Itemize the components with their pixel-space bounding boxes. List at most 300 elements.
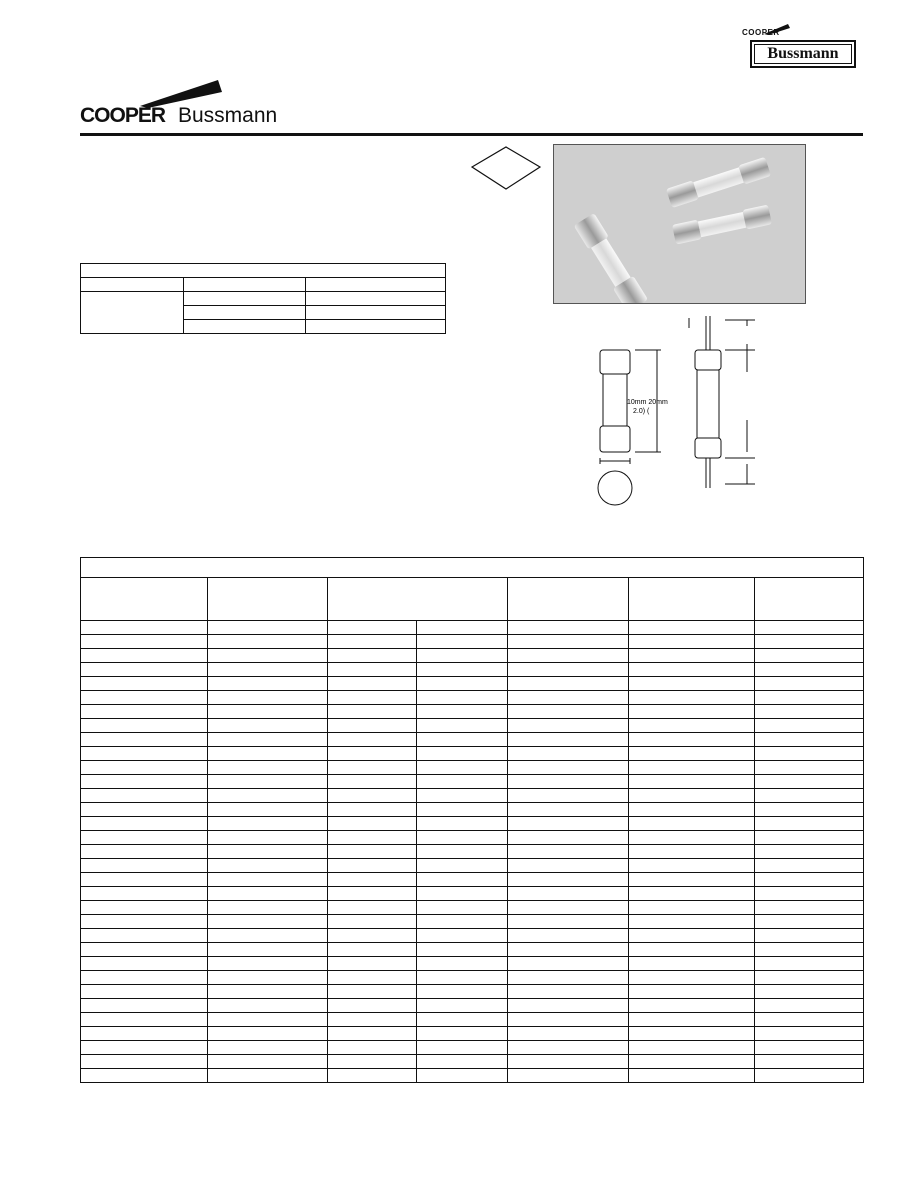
table-cell xyxy=(417,957,508,971)
table-cell xyxy=(417,831,508,845)
table-cell xyxy=(81,1013,208,1027)
table-cell xyxy=(755,705,864,719)
table-cell xyxy=(417,943,508,957)
spec-table-cell xyxy=(306,292,446,306)
table-cell xyxy=(328,691,417,705)
table-cell xyxy=(755,733,864,747)
table-cell xyxy=(208,943,328,957)
table-cell xyxy=(629,887,755,901)
table-cell xyxy=(508,621,629,635)
table-row xyxy=(81,873,864,887)
table-cell xyxy=(81,929,208,943)
table-cell xyxy=(629,803,755,817)
spec-table-cell xyxy=(306,320,446,334)
table-cell xyxy=(81,985,208,999)
table-cell xyxy=(328,649,417,663)
table-cell xyxy=(328,789,417,803)
table-cell xyxy=(328,985,417,999)
table-row xyxy=(81,705,864,719)
table-cell xyxy=(417,929,508,943)
table-cell xyxy=(81,775,208,789)
table-cell xyxy=(208,971,328,985)
table-cell xyxy=(755,761,864,775)
table-cell xyxy=(328,1013,417,1027)
table-cell xyxy=(81,971,208,985)
table-cell xyxy=(417,915,508,929)
table-cell xyxy=(328,1041,417,1055)
table-cell xyxy=(755,1055,864,1069)
table-cell xyxy=(328,999,417,1013)
table-cell xyxy=(629,677,755,691)
spec-table-cell xyxy=(81,292,184,334)
dimension-label: 2.0) ( xyxy=(633,408,650,415)
table-cell xyxy=(328,831,417,845)
table-cell xyxy=(508,999,629,1013)
table-cell xyxy=(755,873,864,887)
table-header-row xyxy=(81,578,864,621)
table-cell xyxy=(508,775,629,789)
table-header-cell xyxy=(629,578,755,621)
table-cell xyxy=(208,677,328,691)
table-cell xyxy=(629,957,755,971)
table-cell xyxy=(81,649,208,663)
bussmann-wordmark: Bussmann xyxy=(178,104,278,127)
table-cell xyxy=(208,621,328,635)
spec-table-row xyxy=(81,278,446,292)
spec-table-cell xyxy=(184,320,306,334)
table-row xyxy=(81,915,864,929)
fuse-photo-illustration xyxy=(554,145,806,304)
table-cell xyxy=(629,1055,755,1069)
table-cell xyxy=(417,733,508,747)
main-table xyxy=(80,557,864,1083)
table-cell xyxy=(328,915,417,929)
table-cell xyxy=(81,887,208,901)
table-cell xyxy=(208,705,328,719)
table-cell xyxy=(755,621,864,635)
table-cell xyxy=(81,621,208,635)
table-cell xyxy=(81,747,208,761)
table-row xyxy=(81,971,864,985)
table-cell xyxy=(755,957,864,971)
table-cell xyxy=(629,789,755,803)
table-cell xyxy=(629,901,755,915)
table-cell xyxy=(208,873,328,887)
table-row xyxy=(81,775,864,789)
table-cell xyxy=(208,775,328,789)
fuse-product-photo xyxy=(553,144,806,304)
agency-mark-icon xyxy=(470,145,542,191)
table-cell xyxy=(328,719,417,733)
table-cell xyxy=(81,831,208,845)
table-cell xyxy=(755,831,864,845)
table-row xyxy=(81,943,864,957)
table-row xyxy=(81,985,864,999)
table-header-cell xyxy=(755,578,864,621)
table-cell xyxy=(417,985,508,999)
spec-table-cell xyxy=(81,278,184,292)
table-cell xyxy=(208,1013,328,1027)
table-cell xyxy=(755,817,864,831)
table-cell xyxy=(328,775,417,789)
table-cell xyxy=(81,719,208,733)
table-title-row xyxy=(81,558,864,578)
table-cell xyxy=(417,663,508,677)
table-cell xyxy=(629,817,755,831)
table-cell xyxy=(328,1055,417,1069)
table-cell xyxy=(629,985,755,999)
table-cell xyxy=(208,691,328,705)
table-cell xyxy=(755,663,864,677)
table-cell xyxy=(81,817,208,831)
table-cell xyxy=(755,1069,864,1083)
table-cell xyxy=(629,943,755,957)
table-cell xyxy=(417,971,508,985)
table-cell xyxy=(208,859,328,873)
table-cell xyxy=(508,831,629,845)
table-cell xyxy=(508,803,629,817)
table-cell xyxy=(208,761,328,775)
table-cell xyxy=(208,747,328,761)
spec-table-cell xyxy=(81,264,446,278)
table-cell xyxy=(417,817,508,831)
table-cell xyxy=(755,845,864,859)
table-cell xyxy=(328,929,417,943)
table-cell xyxy=(629,845,755,859)
table-cell xyxy=(328,761,417,775)
table-cell xyxy=(208,817,328,831)
table-cell xyxy=(81,999,208,1013)
table-cell xyxy=(81,1041,208,1055)
table-cell xyxy=(417,873,508,887)
table-cell xyxy=(208,803,328,817)
table-row xyxy=(81,719,864,733)
table-row xyxy=(81,635,864,649)
table-cell xyxy=(81,691,208,705)
spec-table-cell xyxy=(184,278,306,292)
cooper-wordmark: COOPER xyxy=(80,104,166,127)
table-cell xyxy=(508,677,629,691)
table-row xyxy=(81,621,864,635)
table-cell xyxy=(755,635,864,649)
table-cell xyxy=(417,621,508,635)
table-cell xyxy=(508,957,629,971)
table-cell xyxy=(417,775,508,789)
table-cell xyxy=(81,733,208,747)
table-cell xyxy=(508,719,629,733)
table-cell xyxy=(81,1055,208,1069)
table-cell xyxy=(508,985,629,999)
table-cell xyxy=(508,635,629,649)
table-row xyxy=(81,649,864,663)
table-cell xyxy=(629,663,755,677)
table-row xyxy=(81,803,864,817)
table-cell xyxy=(81,859,208,873)
cooper-small-text: COOPER xyxy=(742,28,780,37)
table-cell xyxy=(328,957,417,971)
table-row xyxy=(81,831,864,845)
table-cell xyxy=(328,803,417,817)
table-row xyxy=(81,901,864,915)
table-cell xyxy=(508,901,629,915)
table-cell xyxy=(629,761,755,775)
table-cell xyxy=(508,817,629,831)
table-cell xyxy=(208,1041,328,1055)
table-cell xyxy=(755,901,864,915)
table-row xyxy=(81,789,864,803)
table-cell xyxy=(508,859,629,873)
table-cell xyxy=(629,971,755,985)
bussmann-logo-small xyxy=(740,22,862,72)
table-cell xyxy=(755,691,864,705)
table-cell xyxy=(629,775,755,789)
header-rule xyxy=(80,133,863,136)
table-cell xyxy=(755,1041,864,1055)
table-cell xyxy=(417,1069,508,1083)
table-cell xyxy=(755,999,864,1013)
table-cell xyxy=(208,845,328,859)
table-cell xyxy=(81,1027,208,1041)
bussmann-box xyxy=(750,40,856,68)
table-cell xyxy=(81,761,208,775)
table-cell xyxy=(328,971,417,985)
table-cell xyxy=(755,859,864,873)
table-cell xyxy=(508,887,629,901)
table-cell xyxy=(508,1013,629,1027)
table-cell xyxy=(208,915,328,929)
table-row xyxy=(81,1069,864,1083)
table-row xyxy=(81,1041,864,1055)
dimension-label: 10mm 20mm xyxy=(627,399,668,406)
table-cell xyxy=(755,719,864,733)
table-cell xyxy=(81,873,208,887)
table-header-cell xyxy=(328,578,508,621)
table-cell xyxy=(755,915,864,929)
table-cell xyxy=(417,1027,508,1041)
table-cell xyxy=(81,705,208,719)
table-header-cell xyxy=(208,578,328,621)
table-cell xyxy=(629,719,755,733)
table-cell xyxy=(417,677,508,691)
table-cell xyxy=(81,915,208,929)
table-cell xyxy=(629,929,755,943)
table-cell xyxy=(417,747,508,761)
table-cell xyxy=(328,621,417,635)
main-table-body xyxy=(81,621,864,1083)
table-cell xyxy=(755,1027,864,1041)
table-cell xyxy=(417,719,508,733)
table-cell xyxy=(508,1069,629,1083)
table-cell xyxy=(755,649,864,663)
table-cell xyxy=(417,761,508,775)
table-cell xyxy=(328,901,417,915)
table-cell xyxy=(328,733,417,747)
table-cell xyxy=(508,705,629,719)
table-cell xyxy=(629,635,755,649)
table-cell xyxy=(508,789,629,803)
table-cell xyxy=(328,859,417,873)
table-cell xyxy=(508,845,629,859)
table-cell xyxy=(508,1027,629,1041)
table-cell xyxy=(417,691,508,705)
table-row xyxy=(81,887,864,901)
table-cell xyxy=(629,1041,755,1055)
table-cell xyxy=(629,733,755,747)
table-cell xyxy=(208,929,328,943)
table-cell xyxy=(328,873,417,887)
table-cell xyxy=(417,635,508,649)
table-cell xyxy=(208,901,328,915)
spec-table-cell xyxy=(184,292,306,306)
table-cell xyxy=(629,705,755,719)
table-cell xyxy=(328,635,417,649)
fuse-dimension-drawing xyxy=(585,312,765,508)
table-cell xyxy=(629,859,755,873)
table-cell xyxy=(81,663,208,677)
table-cell xyxy=(508,943,629,957)
table-cell xyxy=(208,663,328,677)
spec-table-cell xyxy=(306,306,446,320)
table-cell xyxy=(208,1055,328,1069)
table-cell xyxy=(208,999,328,1013)
table-row xyxy=(81,817,864,831)
spec-table-cell xyxy=(184,306,306,320)
table-cell xyxy=(208,635,328,649)
table-cell xyxy=(508,747,629,761)
table-row xyxy=(81,761,864,775)
table-cell xyxy=(508,691,629,705)
table-cell xyxy=(81,957,208,971)
table-cell xyxy=(629,1027,755,1041)
table-cell xyxy=(417,789,508,803)
table-header-cell xyxy=(81,578,208,621)
spec-table-row xyxy=(81,292,446,306)
table-cell xyxy=(417,1013,508,1027)
table-cell xyxy=(81,635,208,649)
table-cell xyxy=(208,1069,328,1083)
table-cell xyxy=(328,1027,417,1041)
table-cell xyxy=(81,677,208,691)
table-cell xyxy=(417,901,508,915)
table-cell xyxy=(328,845,417,859)
table-cell xyxy=(629,915,755,929)
table-row xyxy=(81,733,864,747)
table-cell xyxy=(208,985,328,999)
table-cell xyxy=(328,705,417,719)
table-row xyxy=(81,929,864,943)
table-row xyxy=(81,747,864,761)
table-cell xyxy=(417,859,508,873)
table-cell xyxy=(417,1041,508,1055)
table-cell xyxy=(81,1069,208,1083)
table-cell xyxy=(629,621,755,635)
table-cell xyxy=(755,985,864,999)
table-cell xyxy=(81,558,864,578)
table-cell xyxy=(508,915,629,929)
table-cell xyxy=(81,943,208,957)
table-cell xyxy=(208,649,328,663)
table-cell xyxy=(81,845,208,859)
cooper-bussmann-logo xyxy=(80,78,310,128)
table-cell xyxy=(208,957,328,971)
table-row xyxy=(81,1027,864,1041)
table-cell xyxy=(755,943,864,957)
table-cell xyxy=(508,1055,629,1069)
table-cell xyxy=(629,873,755,887)
table-cell xyxy=(208,1027,328,1041)
bussmann-box-text: Bussmann xyxy=(754,44,852,64)
table-cell xyxy=(755,677,864,691)
table-cell xyxy=(417,705,508,719)
table-cell xyxy=(629,649,755,663)
table-cell xyxy=(328,663,417,677)
table-cell xyxy=(81,789,208,803)
table-row xyxy=(81,859,864,873)
table-row xyxy=(81,999,864,1013)
table-cell xyxy=(328,817,417,831)
table-cell xyxy=(508,873,629,887)
table-row xyxy=(81,845,864,859)
table-cell xyxy=(755,747,864,761)
spec-table-row xyxy=(81,264,446,278)
table-cell xyxy=(755,1013,864,1027)
table-cell xyxy=(755,775,864,789)
table-cell xyxy=(208,887,328,901)
table-cell xyxy=(328,887,417,901)
table-cell xyxy=(508,761,629,775)
table-row xyxy=(81,677,864,691)
table-cell xyxy=(417,803,508,817)
table-cell xyxy=(755,929,864,943)
table-row xyxy=(81,691,864,705)
table-cell xyxy=(328,943,417,957)
table-cell xyxy=(208,789,328,803)
spec-table-cell xyxy=(306,278,446,292)
table-cell xyxy=(755,789,864,803)
table-cell xyxy=(755,887,864,901)
table-cell xyxy=(755,971,864,985)
table-cell xyxy=(629,691,755,705)
table-cell xyxy=(508,733,629,747)
table-cell xyxy=(81,803,208,817)
table-row xyxy=(81,1055,864,1069)
table-cell xyxy=(328,1069,417,1083)
table-cell xyxy=(629,1069,755,1083)
table-cell xyxy=(508,649,629,663)
table-cell xyxy=(328,677,417,691)
table-header-cell xyxy=(508,578,629,621)
table-cell xyxy=(208,719,328,733)
table-cell xyxy=(629,999,755,1013)
table-cell xyxy=(208,733,328,747)
table-cell xyxy=(417,845,508,859)
table-cell xyxy=(755,803,864,817)
table-cell xyxy=(417,999,508,1013)
table-cell xyxy=(629,831,755,845)
table-cell xyxy=(208,831,328,845)
table-cell xyxy=(508,971,629,985)
table-row xyxy=(81,663,864,677)
table-cell xyxy=(417,887,508,901)
table-cell xyxy=(508,929,629,943)
spec-table xyxy=(80,263,446,334)
table-row xyxy=(81,1013,864,1027)
table-cell xyxy=(417,649,508,663)
table-cell xyxy=(508,663,629,677)
table-cell xyxy=(328,747,417,761)
table-cell xyxy=(629,747,755,761)
table-cell xyxy=(417,1055,508,1069)
